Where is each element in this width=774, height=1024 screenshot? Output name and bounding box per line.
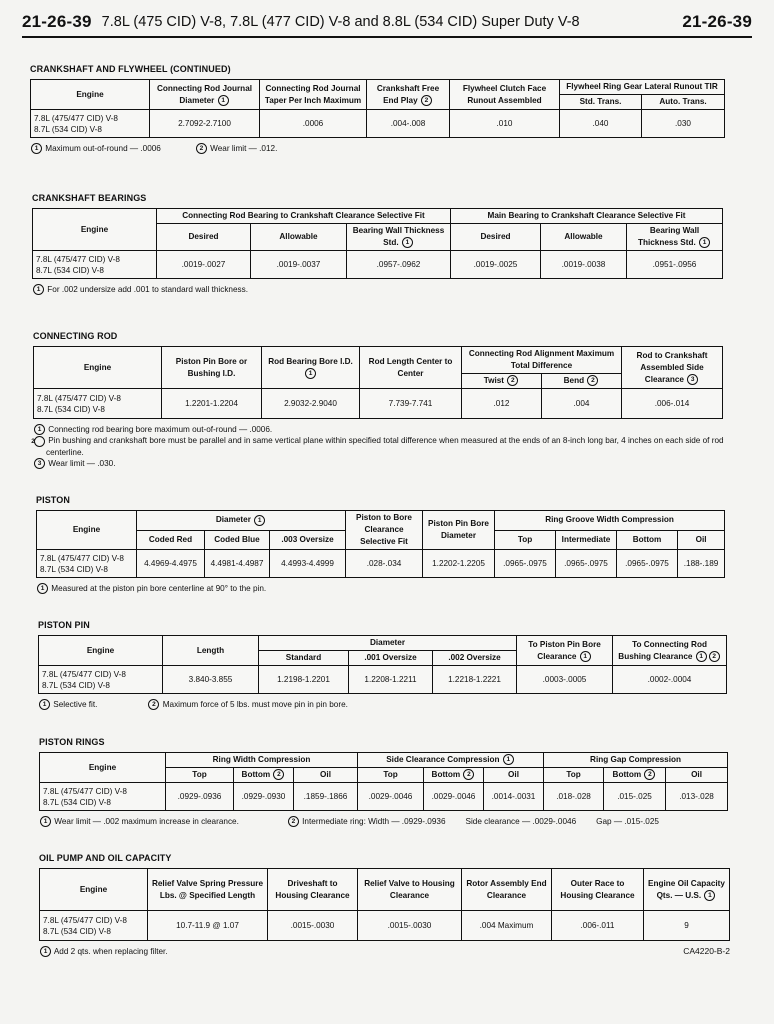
footnote: 1 Measured at the piston pin bore centerline at 90° to the pin. xyxy=(36,583,736,594)
bore-clearance-header: Piston to Bore Clearance Selective Fit xyxy=(346,511,423,550)
oil-pump-table xyxy=(39,868,730,941)
diameter-header: Diameter 1 xyxy=(137,511,346,531)
oversize-002-header: .002 Oversize xyxy=(433,651,517,666)
value-cell: .012 xyxy=(462,389,542,419)
value-cell: 10.7-11.9 @ 1.07 xyxy=(148,911,268,941)
value-cell: .040 xyxy=(560,110,642,138)
value-cell: 7.739-7.741 xyxy=(360,389,462,419)
value-cell: .0029-.0046 xyxy=(358,783,424,811)
rod-length-header: Rod Length Center to Center xyxy=(360,347,462,389)
oil-header: Oil xyxy=(666,768,728,783)
value-cell: .0029-.0046 xyxy=(424,783,484,811)
std-trans-header: Std. Trans. xyxy=(560,95,642,110)
side-clearance-header: Side Clearance Compression 1 xyxy=(358,753,544,768)
relief-valve-clearance-header: Relief Valve to Housing Clearance xyxy=(358,869,462,911)
engine-header: Engine xyxy=(33,209,157,251)
value-cell: .004 xyxy=(542,389,622,419)
value-cell: .0965-.0975 xyxy=(617,550,678,578)
value-cell: .1859-.1866 xyxy=(294,783,358,811)
crankshaft-bearings-table xyxy=(32,208,723,279)
crankshaft-bearings-section xyxy=(32,193,732,295)
oil-pump-section xyxy=(39,853,739,957)
piston-rings-table xyxy=(39,752,728,811)
piston-section xyxy=(36,495,736,594)
page-number-left: 21-26-39 xyxy=(22,12,92,31)
oversize-header: .003 Oversize xyxy=(270,530,346,550)
rod-bearing-clearance-header: Connecting Rod Bearing to Crankshaft Clearance Selective Fit xyxy=(157,209,451,224)
value-cell: .006-.011 xyxy=(552,911,644,941)
section-title: PISTON RINGS xyxy=(39,737,105,747)
oil-capacity-header: Engine Oil Capacity Qts. — U.S. 1 xyxy=(644,869,730,911)
length-header: Length xyxy=(163,636,259,666)
footnote: 1 Wear limit — .002 maximum increase in clearance. 2 Intermediate ring: Width — .0929-.0936 Side clearance — .0029-.0046 Gap — .015-.025 xyxy=(39,816,739,827)
diameter-header: Diameter xyxy=(259,636,517,651)
allowable-header: Allowable xyxy=(251,224,347,251)
engine-cell: 7.8L (475/477 CID) V-8 8.7L (534 CID) V-8 xyxy=(40,783,166,811)
engine-header: Engine xyxy=(37,511,137,550)
rotor-end-clearance-header: Rotor Assembly End Clearance xyxy=(462,869,552,911)
value-cell: 4.4969-4.4975 xyxy=(137,550,205,578)
ring-gap-header: Ring Gap Compression xyxy=(544,753,728,768)
section-title: PISTON PIN xyxy=(38,620,90,630)
standard-header: Standard xyxy=(259,651,349,666)
value-cell: .0957-.0962 xyxy=(347,251,451,279)
desired-header: Desired xyxy=(451,224,541,251)
footnote: 1 Maximum out-of-round — .0006 2 Wear limit — .012. xyxy=(30,143,730,154)
footnote: 1 Selective fit. 2 Maximum force of 5 lbs. must move pin in pin bore. xyxy=(38,699,738,710)
oil-header: Oil xyxy=(294,768,358,783)
section-title: CONNECTING ROD xyxy=(33,331,118,341)
value-cell: .0002-.0004 xyxy=(613,666,727,694)
value-cell: .013-.028 xyxy=(666,783,728,811)
coded-blue-header: Coded Blue xyxy=(205,530,270,550)
engine-cell: 7.8L (475/477 CID) V-8 8.7L (534 CID) V-8 xyxy=(34,389,162,419)
ring-width-header: Ring Width Compression xyxy=(166,753,358,768)
desired-header: Desired xyxy=(157,224,251,251)
alignment-header: Connecting Rod Alignment Maximum Total Difference xyxy=(462,347,622,374)
value-cell: .0006 xyxy=(260,110,367,138)
value-cell: .018-.028 xyxy=(544,783,604,811)
connecting-rod-section xyxy=(33,331,733,469)
value-cell: 4.4993-4.4999 xyxy=(270,550,346,578)
allowable-header: Allowable xyxy=(541,224,627,251)
ring-groove-header: Ring Groove Width Compression xyxy=(495,511,725,531)
oil-header: Oil xyxy=(678,530,725,550)
clutch-runout-header: Flywheel Clutch Face Runout Assembled xyxy=(450,80,560,110)
engine-cell: 7.8L (475/477 CID) V-8 8.7L (534 CID) V-8 xyxy=(40,911,148,941)
rod-bushing-clearance-header: To Connecting Rod Bushing Clearance 1 2 xyxy=(613,636,727,666)
value-cell: .028-.034 xyxy=(346,550,423,578)
value-cell: .004-.008 xyxy=(367,110,450,138)
connecting-rod-table xyxy=(33,346,723,419)
engine-header: Engine xyxy=(34,347,162,389)
twist-header: Twist 2 xyxy=(462,374,542,389)
value-cell: 2.9032-2.9040 xyxy=(262,389,360,419)
engine-cell: 7.8L (475/477 CID) V-8 8.7L (534 CID) V-8 xyxy=(39,666,163,694)
figure-reference-code: CA4220-B-2 xyxy=(683,946,730,956)
value-cell: 3.840-3.855 xyxy=(163,666,259,694)
crankshaft-flywheel-table xyxy=(30,79,725,138)
top-header: Top xyxy=(166,768,234,783)
value-cell: 4.4981-4.4987 xyxy=(205,550,270,578)
main-bearing-clearance-header: Main Bearing to Crankshaft Clearance Selective Fit xyxy=(451,209,723,224)
top-header: Top xyxy=(495,530,556,550)
bottom-header: Bottom xyxy=(617,530,678,550)
engine-header: Engine xyxy=(40,869,148,911)
end-play-header: Crankshaft Free End Play 2 xyxy=(367,80,450,110)
footnote: 1 For .002 undersize add .001 to standard wall thickness. xyxy=(32,284,732,295)
section-title: CRANKSHAFT AND FLYWHEEL (CONTINUED) xyxy=(30,64,231,74)
value-cell: .0951-.0956 xyxy=(627,251,723,279)
pin-bore-diameter-header: Piston Pin Bore Diameter xyxy=(423,511,495,550)
footnote: 1 Connecting rod bearing bore maximum out-of-round — .0006. 2 Pin bushing and crankshaft bore must be parallel and in same vertical plane within specified total difference when measured at the ends of an 8-inch long bar, 4 inches on each side of rod centerline. 3 Wear limit — .030. xyxy=(31,425,724,468)
bearing-bore-header: Rod Bearing Bore I.D. 1 xyxy=(262,347,360,389)
auto-trans-header: Auto. Trans. xyxy=(642,95,725,110)
value-cell: 1.2218-1.2221 xyxy=(433,666,517,694)
piston-table xyxy=(36,510,725,578)
piston-pin-table xyxy=(38,635,727,694)
ring-gear-runout-header: Flywheel Ring Gear Lateral Runout TIR xyxy=(560,80,725,95)
value-cell: .0015-.0030 xyxy=(268,911,358,941)
section-title: OIL PUMP AND OIL CAPACITY xyxy=(39,853,172,863)
oversize-001-header: .001 Oversize xyxy=(349,651,433,666)
wall-thickness-header: Bearing Wall Thickness Std. 1 xyxy=(347,224,451,251)
bottom-header: Bottom 2 xyxy=(234,768,294,783)
value-cell: .0019-.0027 xyxy=(157,251,251,279)
value-cell: .0965-.0975 xyxy=(556,550,617,578)
intermediate-header: Intermediate xyxy=(556,530,617,550)
value-cell: .0929-.0936 xyxy=(166,783,234,811)
oil-header: Oil xyxy=(484,768,544,783)
value-cell: 1.2208-1.2211 xyxy=(349,666,433,694)
outer-race-clearance-header: Outer Race to Housing Clearance xyxy=(552,869,644,911)
value-cell: .0015-.0030 xyxy=(358,911,462,941)
footnote: 1 Add 2 qts. when replacing filter. xyxy=(39,946,739,957)
journal-taper-header: Connecting Rod Journal Taper Per Inch Maximum xyxy=(260,80,367,110)
wall-thickness-header: Bearing Wall Thickness Std. 1 xyxy=(627,224,723,251)
engine-cell: 7.8L (475/477 CID) V-8 8.7L (534 CID) V-8 xyxy=(33,251,157,279)
value-cell: 1.2201-1.2204 xyxy=(162,389,262,419)
value-cell: .0019-.0037 xyxy=(251,251,347,279)
value-cell: .0003-.0005 xyxy=(517,666,613,694)
value-cell: .188-.189 xyxy=(678,550,725,578)
top-header: Top xyxy=(358,768,424,783)
value-cell: .0965-.0975 xyxy=(495,550,556,578)
journal-diameter-header: Connecting Rod Journal Diameter 1 xyxy=(150,80,260,110)
value-cell: .010 xyxy=(450,110,560,138)
pin-bore-clearance-header: To Piston Pin Bore Clearance 1 xyxy=(517,636,613,666)
pin-bore-header: Piston Pin Bore or Bushing I.D. xyxy=(162,347,262,389)
value-cell: .0014-.0031 xyxy=(484,783,544,811)
engine-header: Engine xyxy=(39,636,163,666)
driveshaft-clearance-header: Driveshaft to Housing Clearance xyxy=(268,869,358,911)
value-cell: 9 xyxy=(644,911,730,941)
relief-spring-header: Relief Valve Spring Pressure Lbs. @ Specified Length xyxy=(148,869,268,911)
value-cell: .0019-.0025 xyxy=(451,251,541,279)
value-cell: .004 Maximum xyxy=(462,911,552,941)
section-title: CRANKSHAFT BEARINGS xyxy=(32,193,147,203)
bottom-header: Bottom 2 xyxy=(604,768,666,783)
page-header xyxy=(22,8,752,38)
value-cell: .030 xyxy=(642,110,725,138)
piston-pin-section xyxy=(38,620,738,710)
value-cell: 1.2198-1.2201 xyxy=(259,666,349,694)
engine-cell: 7.8L (475/477 CID) V-8 8.7L (534 CID) V-8 xyxy=(37,550,137,578)
engine-header: Engine xyxy=(40,753,166,783)
coded-red-header: Coded Red xyxy=(137,530,205,550)
page-title: 7.8L (475 CID) V-8, 7.8L (477 CID) V-8 and 8.8L (534 CID) Super Duty V-8 xyxy=(101,14,580,30)
engine-cell: 7.8L (475/477 CID) V-8 8.7L (534 CID) V-8 xyxy=(31,110,150,138)
side-clearance-header: Rod to Crankshaft Assembled Side Clearance 3 xyxy=(622,347,723,389)
bend-header: Bend 2 xyxy=(542,374,622,389)
value-cell: .015-.025 xyxy=(604,783,666,811)
value-cell: 1.2202-1.2205 xyxy=(423,550,495,578)
top-header: Top xyxy=(544,768,604,783)
engine-header: Engine xyxy=(31,80,150,110)
piston-rings-section xyxy=(39,737,739,827)
value-cell: .0019-.0038 xyxy=(541,251,627,279)
page-number-right: 21-26-39 xyxy=(682,12,752,31)
crankshaft-flywheel-section xyxy=(30,64,730,154)
value-cell: .006-.014 xyxy=(622,389,723,419)
value-cell: .0929-.0930 xyxy=(234,783,294,811)
bottom-header: Bottom 2 xyxy=(424,768,484,783)
section-title: PISTON xyxy=(36,495,70,505)
value-cell: 2.7092-2.7100 xyxy=(150,110,260,138)
